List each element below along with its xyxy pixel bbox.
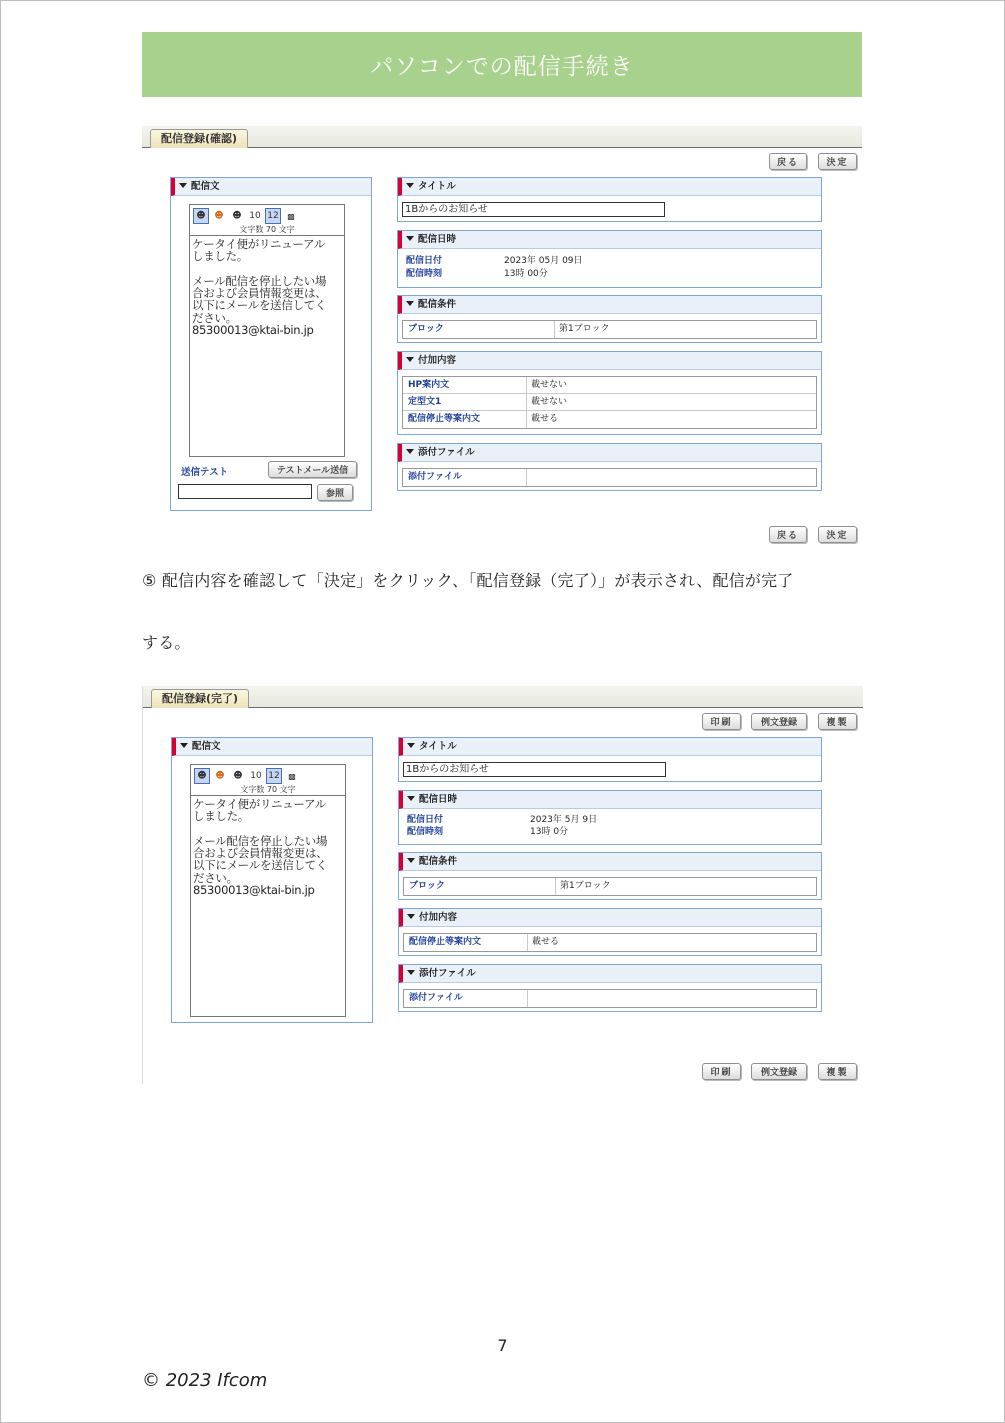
preview-toolbar [194, 768, 300, 784]
message-panel [171, 737, 373, 1023]
date-label: 配信日付 [406, 256, 443, 266]
collapse-triangle-icon[interactable] [179, 183, 187, 188]
user-icon[interactable]: ☻ [194, 768, 210, 784]
condition-table [403, 877, 817, 896]
collapse-triangle-icon[interactable] [180, 743, 188, 748]
table-row [404, 934, 816, 951]
date-label: 配信日付 [407, 815, 444, 825]
date-value: 2023年 5月 9日 [530, 815, 598, 825]
attachment-value [528, 990, 532, 1007]
collapse-triangle-icon[interactable] [407, 970, 415, 975]
attachment-key: 添付ファイル [403, 469, 527, 486]
condition-key: ブロック [403, 321, 555, 338]
collapse-triangle-icon[interactable] [407, 796, 415, 801]
condition-panel-header: 配信条件 [398, 296, 821, 314]
user-orange-icon[interactable]: ☻ [215, 771, 225, 781]
print-button-top[interactable]: 印刷 [702, 713, 741, 730]
extra-value: 載せない [531, 397, 568, 407]
collapse-triangle-icon[interactable] [407, 858, 415, 863]
char-count: 文字数 70 文字 [240, 785, 296, 794]
extra-content-panel-header: 付加内容 [399, 909, 821, 927]
time-value: 13時 00分 [504, 269, 548, 279]
char-count: 文字数 70 文字 [239, 225, 295, 234]
attachment-table [402, 468, 817, 487]
copy-button-top[interactable]: 複製 [818, 713, 857, 730]
time-row [406, 268, 706, 281]
tab-complete[interactable]: 配信登録(完了) [151, 689, 249, 708]
collapse-triangle-icon[interactable] [407, 914, 415, 919]
font-size-10-button[interactable]: 10 [249, 211, 261, 221]
extra-key: HP案内文 [403, 377, 527, 393]
confirm-screenshot [142, 126, 862, 546]
user-orange-icon[interactable]: ☻ [214, 211, 224, 221]
extra-content-panel-header: 付加内容 [398, 352, 821, 370]
date-value: 2023年 05月 09日 [504, 256, 583, 266]
condition-panel-header: 配信条件 [399, 853, 821, 871]
extra-value: 載せる [532, 937, 560, 947]
user-gray-icon[interactable]: ☻ [233, 771, 243, 781]
extra-value: 載せる [531, 414, 559, 424]
collapse-triangle-icon[interactable] [406, 449, 414, 454]
message-body: ケータイ便がリニューアル しました。 メール配信を停止したい場 合および会員情報変更は、 以下にメールを送信してく ださい。 85300013@ktai-bin.jp [191, 795, 345, 1016]
attachment-value [527, 469, 531, 486]
time-value: 13時 0分 [530, 827, 569, 837]
collapse-triangle-icon[interactable] [406, 301, 414, 306]
collapse-triangle-icon[interactable] [407, 743, 415, 748]
collapse-triangle-icon[interactable] [406, 357, 414, 362]
preview-toolbar [193, 208, 299, 224]
extra-content-panel [397, 351, 822, 435]
banner-title: パソコンでの配信手続き [370, 54, 634, 80]
attachment-key: 添付ファイル [404, 990, 528, 1007]
extra-content-table [402, 376, 817, 429]
title-panel-header: タイトル [398, 178, 821, 196]
date-row [406, 255, 706, 268]
decide-button-bottom[interactable]: 決定 [818, 526, 857, 543]
datetime-panel [397, 230, 822, 288]
copy-button-bottom[interactable]: 複製 [818, 1063, 857, 1080]
collapse-triangle-icon[interactable] [406, 236, 414, 241]
collapse-triangle-icon[interactable] [406, 183, 414, 188]
table-row [403, 394, 816, 411]
phone-preview [189, 204, 345, 457]
title-value: 1Bからのお知らせ [403, 762, 666, 777]
attachment-panel-header: 添付ファイル [398, 444, 821, 462]
template-register-button-bottom[interactable]: 例文登録 [751, 1063, 807, 1080]
table-row [404, 878, 816, 895]
font-size-10-button[interactable]: 10 [250, 771, 262, 781]
test-email-input[interactable] [178, 484, 312, 499]
table-row [403, 377, 816, 394]
condition-panel [398, 852, 822, 900]
extra-content-panel [398, 908, 822, 956]
condition-panel [397, 295, 822, 343]
table-row [403, 411, 816, 428]
time-label: 配信時刻 [406, 269, 443, 279]
back-button-top[interactable]: 戻る [769, 153, 807, 170]
message-panel-header: 配信文 [171, 178, 371, 196]
back-button-bottom[interactable]: 戻る [769, 526, 807, 543]
phone-preview [190, 764, 346, 1017]
message-panel [170, 177, 372, 511]
attachment-panel [398, 964, 822, 1012]
tab-bar [143, 686, 863, 708]
title-panel [398, 737, 822, 782]
font-size-12-button[interactable]: 12 [266, 768, 282, 784]
template-register-button-top[interactable]: 例文登録 [751, 713, 807, 730]
tab-confirm[interactable]: 配信登録(確認) [150, 129, 248, 148]
attachment-table [403, 989, 817, 1008]
browse-button[interactable]: 参照 [317, 484, 353, 501]
time-label: 配信時刻 [407, 827, 444, 837]
user-icon[interactable]: ☻ [193, 208, 209, 224]
font-size-12-button[interactable]: 12 [265, 208, 281, 224]
condition-key: ブロック [404, 878, 556, 895]
table-row [403, 469, 816, 486]
page-number: 7 [497, 1336, 508, 1355]
title-value: 1Bからのお知らせ [402, 202, 665, 217]
extra-key: 配信停止等案内文 [404, 934, 528, 951]
datetime-panel-header: 配信日時 [398, 231, 821, 249]
attachment-panel [397, 443, 822, 491]
time-row [407, 826, 707, 839]
instruction-line-2: する。 [142, 633, 191, 652]
attachment-panel-header: 添付ファイル [399, 965, 821, 983]
instruction-line-1: ⑤ 配信内容を確認して「決定」をクリック、「配信登録（完了）」が表示され、配信が完了 [142, 571, 794, 590]
send-test-label: 送信テスト [181, 467, 229, 478]
datetime-panel-header: 配信日時 [399, 791, 821, 809]
extra-key: 定型文1 [403, 394, 527, 410]
condition-table [402, 320, 817, 339]
document-icon[interactable]: ▩ [288, 772, 296, 781]
condition-value: 第1ブロック [560, 881, 611, 891]
extra-key: 配信停止等案内文 [403, 411, 527, 428]
table-row [404, 990, 816, 1007]
print-button-bottom[interactable]: 印刷 [702, 1063, 741, 1080]
message-body: ケータイ便がリニューアル しました。 メール配信を停止したい場 合および会員情報変更は、 以下にメールを送信してく ださい。 85300013@ktai-bin.jp [190, 235, 344, 456]
extra-content-table [403, 933, 817, 952]
section-banner [142, 32, 862, 97]
document-icon[interactable]: ▩ [287, 212, 295, 221]
decide-button-top[interactable]: 決定 [818, 153, 857, 170]
datetime-panel [398, 790, 822, 845]
message-panel-header: 配信文 [172, 738, 372, 756]
test-mail-send-button[interactable]: テストメール送信 [268, 461, 357, 478]
complete-screenshot [142, 686, 862, 1084]
copyright: © 2023 Ifcom [142, 1370, 268, 1391]
user-gray-icon[interactable]: ☻ [232, 211, 242, 221]
table-row [403, 321, 816, 338]
title-panel-header: タイトル [399, 738, 821, 756]
tab-bar [142, 126, 862, 148]
condition-value: 第1ブロック [559, 324, 610, 334]
title-panel [397, 177, 822, 222]
extra-value: 載せない [531, 380, 568, 390]
